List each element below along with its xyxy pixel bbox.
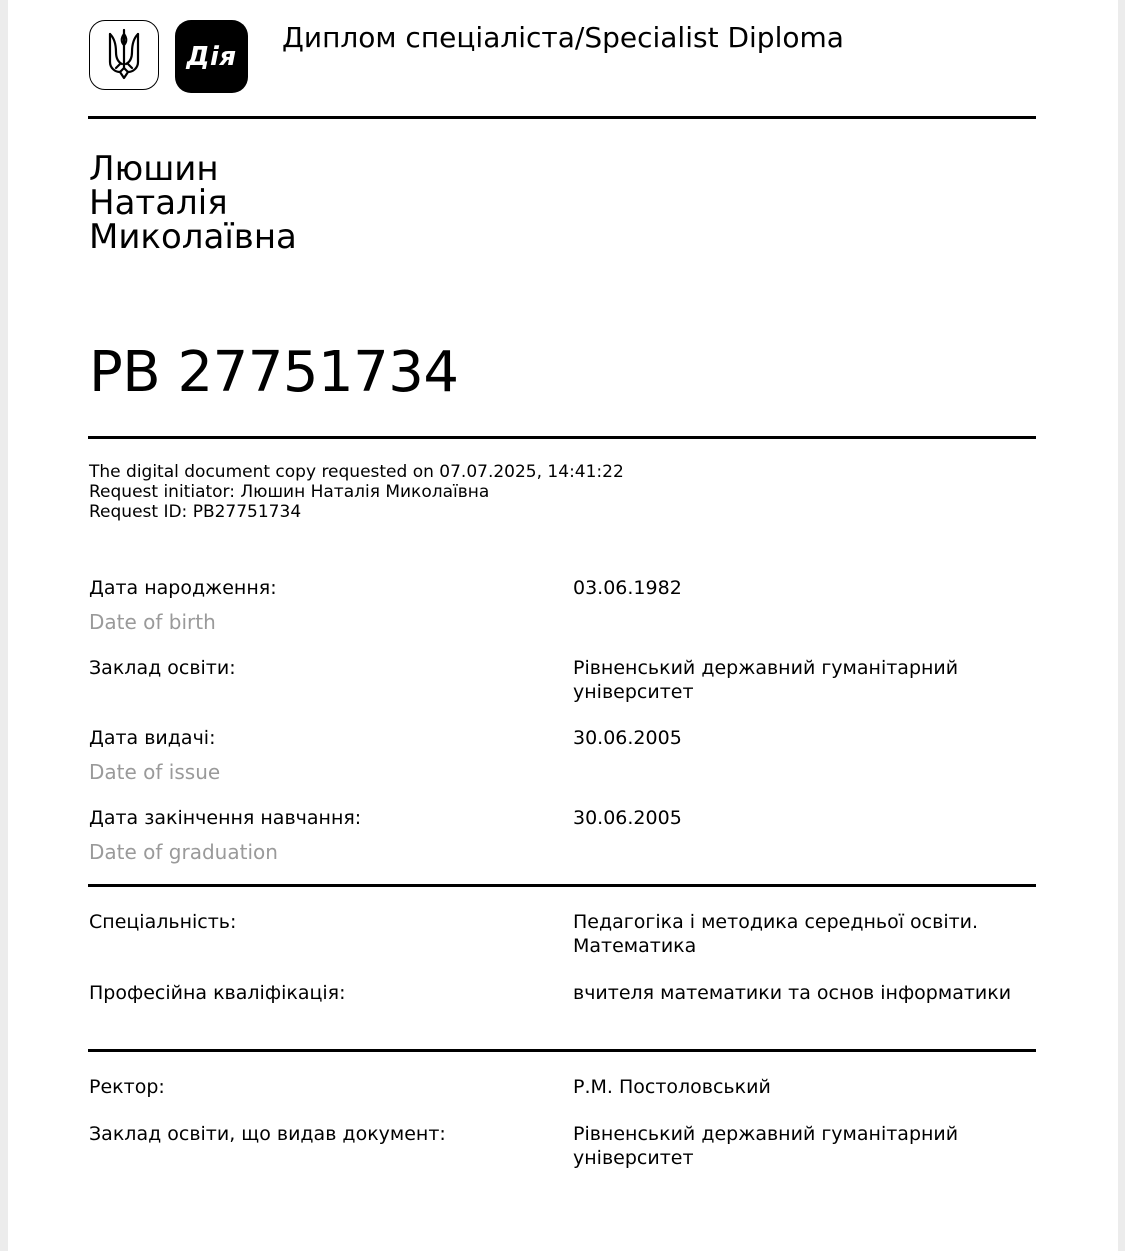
- field-label: Ректор:: [89, 1076, 165, 1098]
- field-label: Дата народження:: [89, 577, 277, 599]
- holder-full-name: [89, 149, 297, 257]
- document-number: PB 27751734: [89, 340, 459, 405]
- field-value: Р.М. Постоловський: [573, 1076, 771, 1098]
- field-label: Дата закінчення навчання:: [89, 807, 362, 829]
- request-date-line: The digital document copy requested on 07.07.2025, 14:41:22: [89, 462, 624, 482]
- field-value: Педагогіка і методика середньої освіти. Математика: [573, 911, 979, 957]
- field-value: Рівненський державний гуманітарний університет: [573, 1123, 959, 1169]
- field-value: вчителя математики та основ інформатики: [573, 982, 1012, 1004]
- field-value: 30.06.2005: [573, 807, 682, 829]
- document-title: Диплом спеціаліста/Specialist Diploma: [282, 21, 844, 54]
- holder-first-name: Наталія: [89, 183, 228, 223]
- holder-last-name: Люшин: [89, 149, 219, 189]
- field-label-en: Date of graduation: [89, 840, 278, 864]
- holder-patronymic: Миколаївна: [89, 217, 297, 257]
- divider: [88, 116, 1036, 119]
- field-label: Професійна кваліфікація:: [89, 982, 346, 1004]
- field-value: 30.06.2005: [573, 727, 682, 749]
- request-id-line: Request ID: PB27751734: [89, 502, 302, 522]
- field-value: 03.06.1982: [573, 577, 682, 599]
- divider: [88, 1049, 1036, 1052]
- field-label: Дата видачі:: [89, 727, 216, 749]
- field-label-en: Date of issue: [89, 760, 221, 784]
- field-value: Рівненський державний гуманітарний університет: [573, 657, 959, 703]
- request-info: [89, 462, 624, 522]
- document-page: [8, 0, 1118, 1251]
- field-label: Спеціальність:: [89, 911, 237, 933]
- trident-icon: [89, 20, 159, 90]
- request-initiator-line: Request initiator: Люшин Наталія Миколаївна: [89, 482, 490, 502]
- divider: [88, 436, 1036, 439]
- document-header: [88, 18, 1036, 96]
- diia-logo: Дія: [175, 20, 248, 93]
- divider: [88, 884, 1036, 887]
- trident-emblem-svg: [106, 28, 142, 82]
- field-label: Заклад освіти:: [89, 657, 236, 679]
- field-label: Заклад освіти, що видав документ:: [89, 1123, 446, 1145]
- field-label-en: Date of birth: [89, 610, 216, 634]
